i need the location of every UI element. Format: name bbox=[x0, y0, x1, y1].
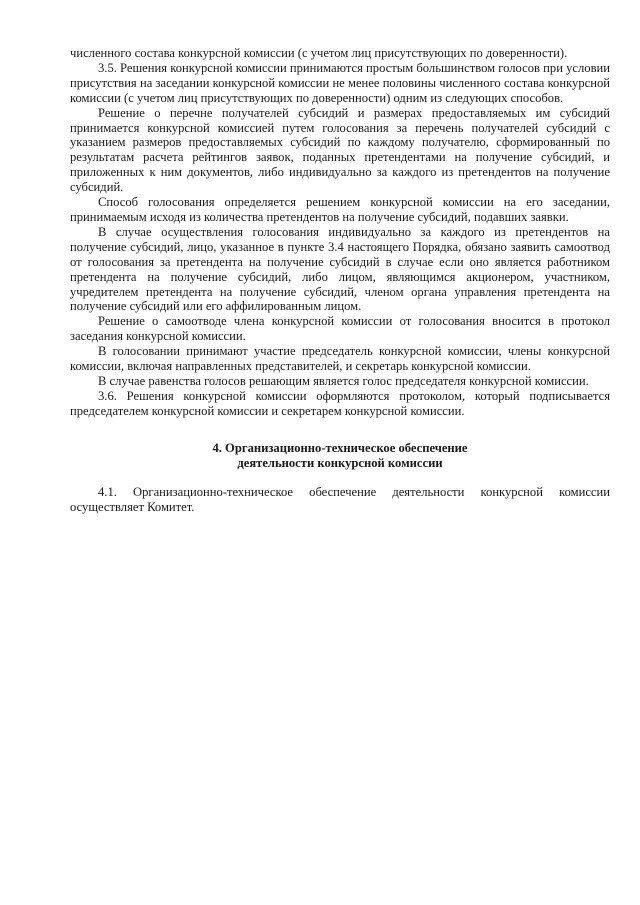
section-4-heading bbox=[70, 441, 610, 471]
paragraph-participants: В голосовании принимают участие председатель конкурсной комиссии, члены конкурсной комиссии, включая направленных представителей, и секретарь конкурсной комиссии. bbox=[70, 344, 610, 374]
paragraph-continuation: численного состава конкурсной комиссии (с учетом лиц присутствующих по доверенности). bbox=[70, 46, 568, 60]
paragraph-self-recusal: Решение о самоотводе члена конкурсной комиссии от голосования вносится в протокол заседания конкурсной комиссии. bbox=[70, 314, 610, 344]
paragraph-tie-vote: В случае равенства голосов решающим является голос председателя конкурсной комиссии. bbox=[98, 373, 589, 388]
section-4-heading-line-1: 4. Организационно-техническое обеспечение bbox=[212, 440, 468, 455]
paragraph-decision-list: Решение о перечне получателей субсидий и размерах предоставляемых им субсидий принимается конкурсной комиссией путем голосования за перечень получателей субсидий с указанием размеров предоставляемых субсидий по каждому получателю, сформированный по результатам расчета рейтингов заявок, поданных претендентами на получение субсидий, и приложенных к ним документов, либо индивидуально за каждого из претендентов на получение субсидий. bbox=[70, 105, 610, 195]
paragraph-voting-method: Способ голосования определяется решением конкурсной комиссии на его заседании, принимаемым исходя из количества претендентов на получение субсидий, подавших заявки. bbox=[70, 195, 610, 224]
document-page bbox=[70, 46, 610, 514]
paragraph-individual-voting: В случае осуществления голосования индивидуально за каждого из претендентов на получение субсидий, лицо, указанное в пункте 3.4 настоящего Порядка, обязано заявить самоотвод от голосования за претендента на получение субсидий в случае если оно является работником претендента на получение субсидий, либо лицом, являющимся акционером, участником, учредителем претендента на получение субсидий, членом органа управления претендента на получение субсидий или его аффилированным лицом. bbox=[70, 224, 610, 314]
paragraph-4-1: 4.1. Организационно-техническое обеспечение деятельности конкурсной комиссии осуществляет Комитет. bbox=[70, 484, 610, 514]
paragraph-3-6: 3.6. Решения конкурсной комиссии оформляются протоколом, который подписывается председателем конкурсной комиссии и секретарем конкурсной комиссии. bbox=[70, 388, 610, 418]
paragraph-3-5: 3.5. Решения конкурсной комиссии принимаются простым большинством голосов при условии присутствия на заседании конкурсной комиссии не менее половины численного состава конкурсной комиссии (с учетом лиц присутствующих по доверенности) одним из следующих способов. bbox=[70, 60, 610, 105]
section-4-heading-line-2: деятельности конкурсной комиссии bbox=[237, 455, 443, 470]
